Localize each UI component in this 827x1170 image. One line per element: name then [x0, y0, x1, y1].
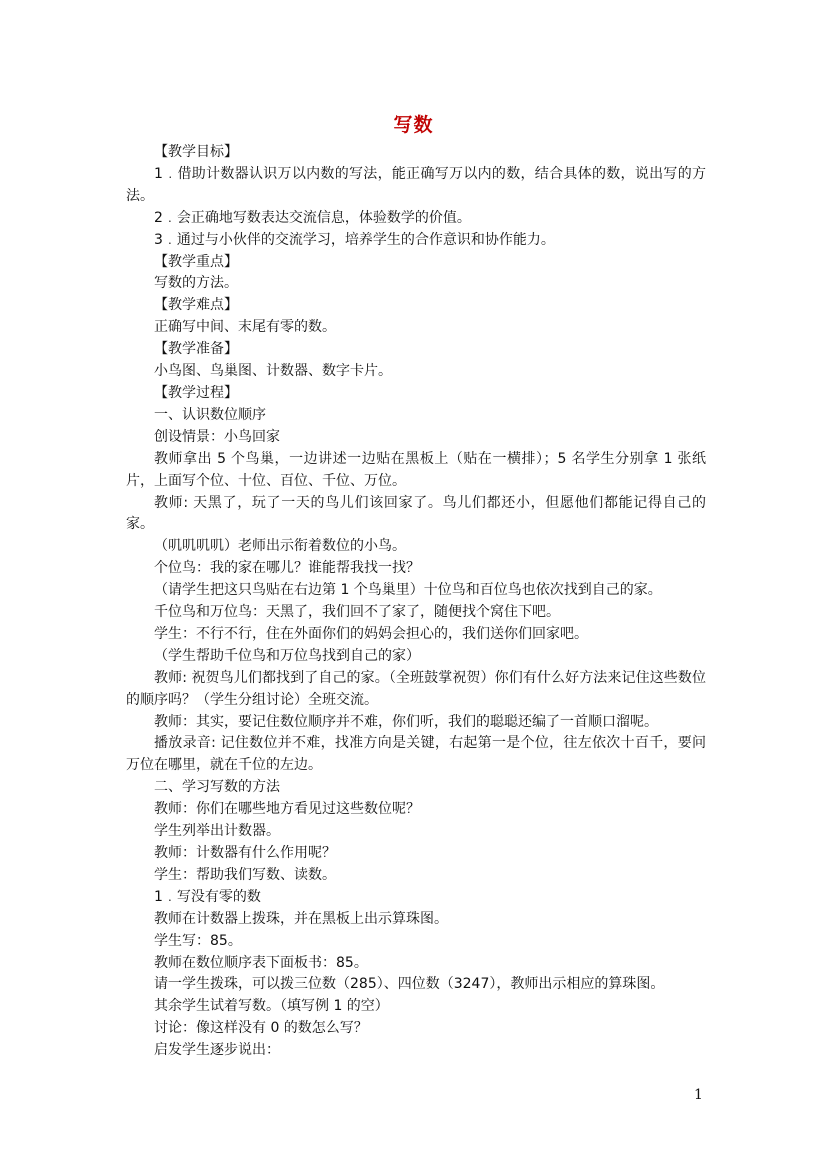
paragraph: 讨论：像这样没有 0 的数怎么写？: [154, 1020, 368, 1037]
paragraph: 教师：你们在哪些地方看见过这些数位呢？: [154, 801, 420, 818]
paragraph: 教师：其实，要记住数位顺序并不难，你们听，我们的聪聪还编了一首顺口溜呢。: [154, 713, 658, 730]
paragraph: 个位鸟：我的家在哪儿？谁能帮我找一找？: [154, 560, 420, 577]
paragraph: 【教学过程】: [154, 384, 238, 401]
paragraph: 【教学重点】: [154, 253, 238, 270]
paragraph: 一、认识数位顺序: [154, 406, 266, 423]
paragraph: 教师在计数器上拨珠，并在黑板上出示算珠图。: [154, 910, 448, 927]
paragraph: 2﹒会正确地写数表达交流信息，体验数学的价值。: [154, 209, 471, 226]
paragraph: 其余学生试着写数。（填写例 1 的空）: [154, 998, 389, 1015]
paragraph: 【教学目标】: [154, 144, 238, 160]
paragraph: 教师在数位顺序表下面板书：85。: [154, 954, 368, 971]
paragraph: （叽叽叽叽）老师出示衔着数位的小鸟。: [154, 538, 406, 555]
paragraph: 3﹒通过与小伙伴的交流学习，培养学生的合作意识和协作能力。: [154, 231, 555, 248]
paragraph: 教师: 祝贺鸟儿们都找到了自己的家。（全班鼓掌祝贺）你们有什么好方法来记住这些数位的顺序吗？（学生分组讨论）全班交流。: [126, 669, 706, 708]
paragraph: 小鸟图、鸟巢图、计数器、数字卡片。: [154, 363, 392, 380]
paragraph: 学生：不行不行，住在外面你们的妈妈会担心的，我们送你们回家吧。: [154, 625, 588, 642]
paragraph: 1﹒写没有零的数: [154, 888, 261, 905]
paragraph: 教师: 天黑了，玩了一天的鸟儿们该回家了。鸟儿们都还小，但愿他们都能记得自己的家。: [126, 494, 706, 533]
paragraph: 学生：帮助我们写数、读数。: [154, 866, 336, 883]
paragraph: 请一学生拨珠，可以拨三位数（285）、四位数（3247），教师出示相应的算珠图。: [154, 976, 665, 993]
page-number: 1: [694, 1087, 703, 1103]
paragraph: 播放录音: 记住数位并不难，找准方向是关键，右起第一是个位，往左依次十百千，要问万位在哪里，就在千位的左边。: [126, 735, 706, 774]
paragraph: （请学生把这只鸟贴在右边第 1 个鸟巢里）十位鸟和百位鸟也依次找到自己的家。: [154, 582, 662, 599]
paragraph: 1﹒借助计数器认识万以内数的写法，能正确写万以内的数，结合具体的数，说出写的方法。: [126, 165, 706, 204]
document-title: 写数: [393, 114, 434, 136]
paragraph: 【教学准备】: [154, 341, 238, 358]
document-body: [126, 142, 706, 1062]
paragraph: 二、学习写数的方法: [154, 779, 280, 796]
paragraph: 学生写：85。: [154, 932, 242, 949]
paragraph: 正确写中间、末尾有零的数。: [154, 319, 336, 336]
paragraph: 学生列举出计数器。: [154, 823, 280, 840]
paragraph: 【教学难点】: [154, 297, 238, 314]
paragraph: 教师：计数器有什么作用呢？: [154, 845, 336, 861]
paragraph: （学生帮助千位鸟和万位鸟找到自己的家）: [154, 647, 420, 664]
paragraph: 启发学生逐步说出：: [154, 1042, 280, 1059]
paragraph: 创设情景：小鸟回家: [154, 428, 280, 445]
paragraph: 教师拿出 5 个鸟巢，一边讲述一边贴在黑板上（贴在一横排）；5 名学生分别拿 1 张纸片，上面写个位、十位、百位、千位、万位。: [126, 450, 706, 489]
paragraph: 写数的方法。: [154, 275, 238, 292]
paragraph: 千位鸟和万位鸟：天黑了，我们回不了家了，随便找个窝住下吧。: [154, 604, 560, 621]
